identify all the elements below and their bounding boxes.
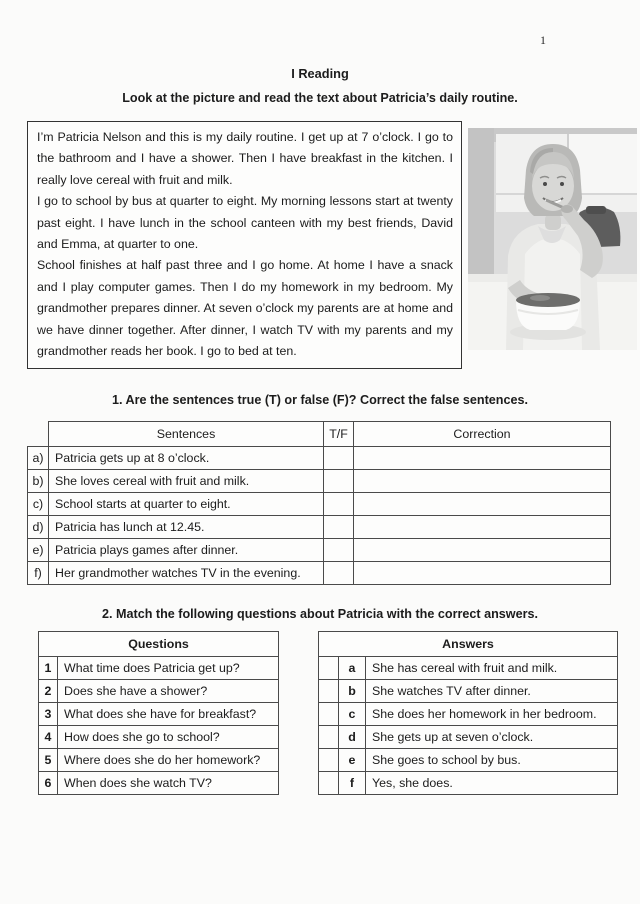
patricia-photo bbox=[468, 128, 637, 350]
answer-row bbox=[319, 703, 618, 726]
question-text: What time does Patricia get up? bbox=[58, 657, 279, 680]
answer-row bbox=[319, 680, 618, 703]
row-label: f) bbox=[28, 562, 49, 585]
question-text: What does she have for breakfast? bbox=[58, 703, 279, 726]
table-row bbox=[28, 470, 611, 493]
row-label: d) bbox=[28, 516, 49, 539]
page-number: 1 bbox=[540, 33, 546, 47]
question-number: 6 bbox=[39, 772, 58, 795]
answer-row bbox=[319, 772, 618, 795]
table-row bbox=[28, 516, 611, 539]
spoon bbox=[561, 205, 573, 213]
question-text: When does she watch TV? bbox=[58, 772, 279, 795]
answer-text: She goes to school by bus. bbox=[366, 749, 618, 772]
tf-answer-cell[interactable] bbox=[324, 493, 354, 516]
question-row bbox=[39, 772, 279, 795]
answer-letter: f bbox=[339, 772, 366, 795]
correction-answer-cell[interactable] bbox=[354, 470, 611, 493]
questions-table bbox=[38, 631, 279, 795]
match-number-cell[interactable] bbox=[319, 772, 339, 795]
questions-header: Questions bbox=[39, 632, 279, 657]
sentence-text: Patricia gets up at 8 o’clock. bbox=[49, 447, 324, 470]
column-header-sentences: Sentences bbox=[49, 422, 324, 447]
reading-paragraph: School finishes at half past three and I go home. At home I have a snack and I play computer games. Then I do my homework in my bedroom. My grandmother prepares dinner. At seven o’clock my parents are at home and we have dinner together. After dinner, I watch TV with my parents and my grandmother reads her book. I go to bed at ten. bbox=[37, 258, 453, 359]
question-number: 1 bbox=[39, 657, 58, 680]
question-text: Where does she do her homework? bbox=[58, 749, 279, 772]
question-row bbox=[39, 726, 279, 749]
tf-answer-cell[interactable] bbox=[324, 562, 354, 585]
question-row bbox=[39, 749, 279, 772]
answer-letter: e bbox=[339, 749, 366, 772]
row-label: e) bbox=[28, 539, 49, 562]
answer-row bbox=[319, 749, 618, 772]
answer-row bbox=[319, 657, 618, 680]
correction-answer-cell[interactable] bbox=[354, 447, 611, 470]
reading-paragraph: I go to school by bus at quarter to eight. My morning lessons start at twenty past eight. I have lunch in the school canteen with my best friends, David and Emma, at quarter to one. bbox=[37, 194, 453, 252]
exercise1-heading: 1. Are the sentences true (T) or false (F)? Correct the false sentences. bbox=[112, 393, 528, 407]
row-label: a) bbox=[28, 447, 49, 470]
question-number: 3 bbox=[39, 703, 58, 726]
question-row bbox=[39, 657, 279, 680]
table-row bbox=[28, 447, 611, 470]
match-number-cell[interactable] bbox=[319, 657, 339, 680]
sentence-text: Her grandmother watches TV in the evening. bbox=[49, 562, 324, 585]
question-number: 5 bbox=[39, 749, 58, 772]
sentence-text: Patricia has lunch at 12.45. bbox=[49, 516, 324, 539]
true-false-table bbox=[27, 421, 611, 585]
question-text: Does she have a shower? bbox=[58, 680, 279, 703]
column-header-correction: Correction bbox=[354, 422, 611, 447]
row-label: b) bbox=[28, 470, 49, 493]
answer-text: She gets up at seven o’clock. bbox=[366, 726, 618, 749]
table-row bbox=[28, 539, 611, 562]
correction-answer-cell[interactable] bbox=[354, 516, 611, 539]
question-number: 2 bbox=[39, 680, 58, 703]
answer-letter: d bbox=[339, 726, 366, 749]
instruction-text: Look at the picture and read the text about Patricia’s daily routine. bbox=[122, 91, 518, 105]
correction-answer-cell[interactable] bbox=[354, 539, 611, 562]
answer-text: She does her homework in her bedroom. bbox=[366, 703, 618, 726]
answers-table bbox=[318, 631, 618, 795]
answer-text: She watches TV after dinner. bbox=[366, 680, 618, 703]
sentence-text: Patricia plays games after dinner. bbox=[49, 539, 324, 562]
tf-answer-cell[interactable] bbox=[324, 539, 354, 562]
sentence-text: School starts at quarter to eight. bbox=[49, 493, 324, 516]
table-corner-blank bbox=[28, 422, 49, 447]
reading-paragraph: I’m Patricia Nelson and this is my daily routine. I get up at 7 o’clock. I go to the bathroom and I have a shower. Then I have breakfast in the kitchen. I really love cereal with fruit and milk. bbox=[37, 130, 453, 187]
cereal-bowl bbox=[510, 293, 586, 340]
exercise2-heading: 2. Match the following questions about Patricia with the correct answers. bbox=[102, 607, 538, 621]
answer-letter: b bbox=[339, 680, 366, 703]
answer-text: Yes, she does. bbox=[366, 772, 618, 795]
column-header-tf: T/F bbox=[324, 422, 354, 447]
question-row bbox=[39, 703, 279, 726]
page-title: I Reading bbox=[291, 66, 349, 81]
reading-text-box bbox=[27, 121, 462, 369]
question-text: How does she go to school? bbox=[58, 726, 279, 749]
question-number: 4 bbox=[39, 726, 58, 749]
tf-answer-cell[interactable] bbox=[324, 470, 354, 493]
answer-row bbox=[319, 726, 618, 749]
match-number-cell[interactable] bbox=[319, 749, 339, 772]
row-label: c) bbox=[28, 493, 49, 516]
match-number-cell[interactable] bbox=[319, 703, 339, 726]
tf-answer-cell[interactable] bbox=[324, 447, 354, 470]
match-number-cell[interactable] bbox=[319, 726, 339, 749]
photo-illustration bbox=[468, 128, 637, 350]
sentence-text: She loves cereal with fruit and milk. bbox=[49, 470, 324, 493]
match-number-cell[interactable] bbox=[319, 680, 339, 703]
table-row bbox=[28, 493, 611, 516]
answers-header: Answers bbox=[319, 632, 618, 657]
table-row bbox=[28, 562, 611, 585]
correction-answer-cell[interactable] bbox=[354, 562, 611, 585]
question-row bbox=[39, 680, 279, 703]
tf-answer-cell[interactable] bbox=[324, 516, 354, 539]
answer-letter: a bbox=[339, 657, 366, 680]
answer-text: She has cereal with fruit and milk. bbox=[366, 657, 618, 680]
answer-letter: c bbox=[339, 703, 366, 726]
correction-answer-cell[interactable] bbox=[354, 493, 611, 516]
